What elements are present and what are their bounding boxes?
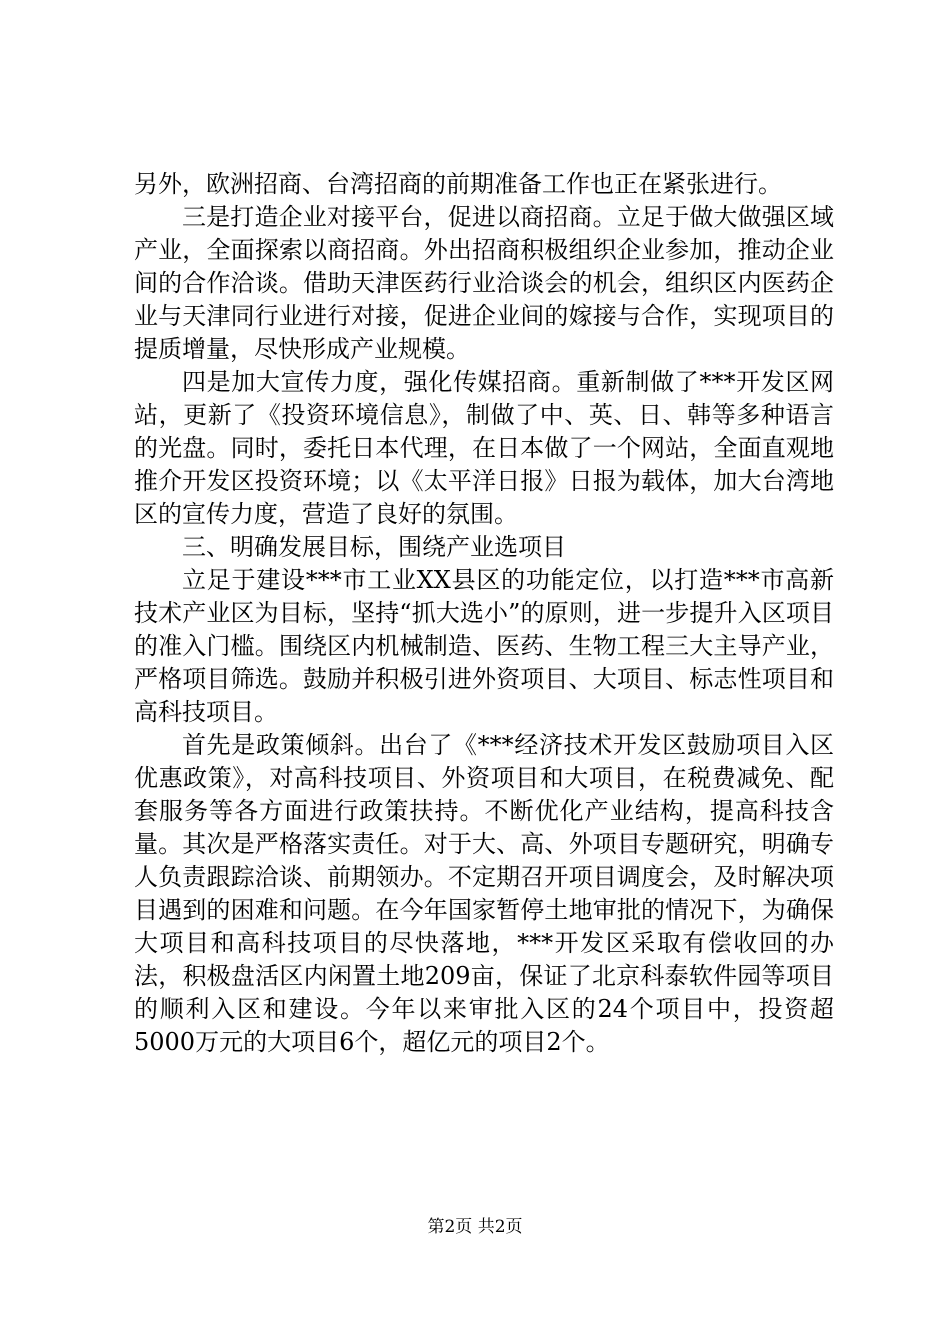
paragraph-2: 三是打造企业对接平台，促进以商招商。立足于做大做强区域产业，全面探索以商招商。外出招商积极组织企业参加，推动企业间的合作洽谈。借助天津医药行业洽谈会的机会，组织区内医药企业与天津同行业进行对接，促进企业间的嫁接与合作，实现项目的提质增量，尽快形成产业规模。 [134,203,834,363]
paragraph-4: 立足于建设***市工业XX县区的功能定位，以打造***市高新技术产业区为目标，坚持“抓大选小”的原则，进一步提升入区项目的准入门槛。围绕区内机械制造、医药、生物工程三大主导产业，严格项目筛选。鼓励并积极引进外资项目、大项目、标志性项目和高科技项目。 [134,566,834,726]
paragraph-1: 另外，欧洲招商、台湾招商的前期准备工作也正在紧张进行。 [134,170,782,198]
paragraph-5: 首先是政策倾斜。出台了《***经济技术开发区鼓励项目入区优惠政策》，对高科技项目、外资项目和大项目，在税费减免、配套服务等各方面进行政策扶持。不断优化产业结构，提高科技含量。其次是严格落实责任。对于大、高、外项目专题研究，明确专人负责跟踪洽谈、前期领办。不定期召开项目调度会，及时解决项目遇到的困难和问题。在今年国家暂停土地审批的情况下，为确保大项目和高科技项目的尽快落地，***开发区采取有偿收回的办法，积极盘活区内闲置土地209亩，保证了北京科泰软件园等项目的顺利入区和建设。今年以来审批入区的24个项目中，投资超5000万元的大项目6个，超亿元的项目2个。 [134,731,834,1056]
document-body [134,168,834,1059]
paragraph-3: 四是加大宣传力度，强化传媒招商。重新制做了***开发区网站，更新了《投资环境信息》，制做了中、英、日、韩等多种语言的光盘。同时，委托日本代理，在日本做了一个网站，全面直观地推介开发区投资环境；以《太平洋日报》日报为载体，加大台湾地区的宣传力度，营造了良好的氛围。 [134,368,834,528]
section-heading: 三、明确发展目标，围绕产业选项目 [182,533,566,561]
page-footer: 第2页 共2页 [427,1217,523,1237]
